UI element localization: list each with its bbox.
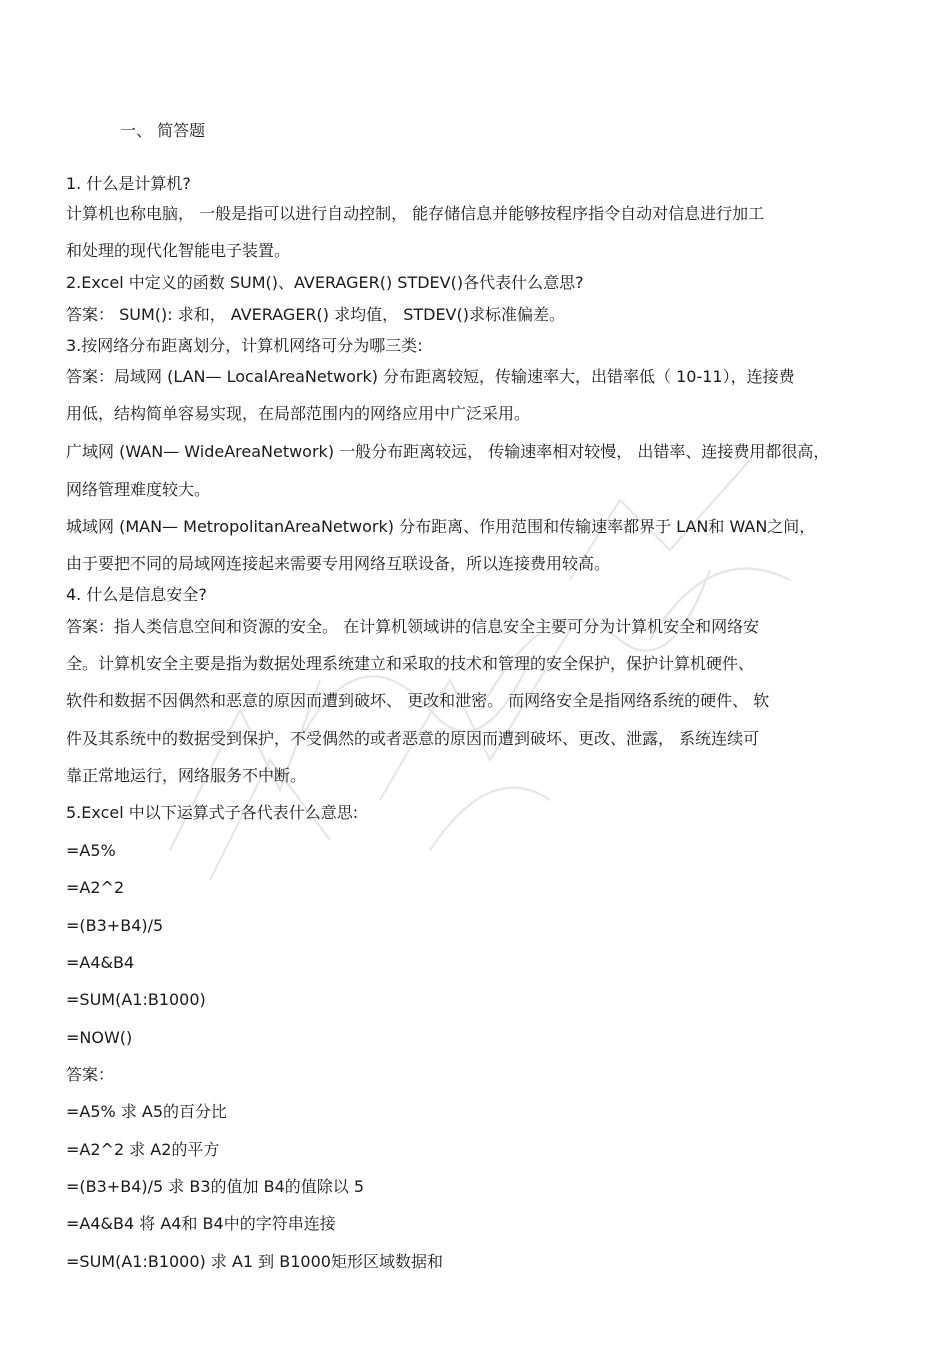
answer-5-line-3: =(B3+B4)/5 求 B3的值加 B4的值除以 5	[66, 1177, 365, 1196]
formula-4: =A4&B4	[66, 953, 135, 972]
answer-5-line-1: =A5% 求 A5的百分比	[66, 1102, 228, 1121]
answer-5-label: 答案：	[66, 1065, 115, 1084]
answer-1-line-1: 计算机也称电脑， 一般是指可以进行自动控制， 能存储信息并能够按程序指令自动对信息进行加工	[66, 204, 765, 223]
formula-2: =A2^2	[66, 878, 125, 897]
answer-5-line-2: =A2^2 求 A2的平方	[66, 1140, 220, 1159]
answer-3-line-1: 答案：局域网 (LAN— LocalAreaNetwork) 分布距离较短，传输速率大，出错率低（ 10-11），连接费	[66, 367, 795, 386]
question-2-title: 2.Excel 中定义的函数 SUM()、AVERAGER() STDEV()各代表什么意思?	[66, 273, 584, 292]
answer-3-line-6: 由于要把不同的局域网连接起来需要专用网络互联设备，所以连接费用较高。	[66, 554, 611, 573]
question-3-title: 3.按网络分布距离划分，计算机网络可分为哪三类:	[66, 336, 423, 355]
formula-5: =SUM(A1:B1000)	[66, 990, 206, 1009]
answer-5-line-4: =A4&B4 将 A4和 B4中的字符串连接	[66, 1214, 336, 1233]
answer-4-line-5: 靠正常地运行，网络服务不中断。	[66, 766, 307, 785]
answer-3-line-2: 用低，结构简单容易实现，在局部范围内的网络应用中广泛采用。	[66, 404, 531, 423]
section-heading: 一、 简答题	[120, 121, 206, 140]
formula-1: =A5%	[66, 841, 116, 860]
answer-5-line-5: =SUM(A1:B1000) 求 A1 到 B1000矩形区域数据和	[66, 1252, 443, 1271]
question-1-title: 1. 什么是计算机?	[66, 174, 191, 193]
answer-4-line-2: 全。计算机安全主要是指为数据处理系统建立和采取的技术和管理的安全保护，保护计算机硬件、	[66, 654, 755, 673]
answer-3-line-5: 城域网 (MAN— MetropolitanAreaNetwork) 分布距离、作用范围和传输速率都界于 LAN和 WAN之间，	[66, 517, 816, 536]
formula-6: =NOW()	[66, 1028, 133, 1047]
answer-3-line-3: 广域网 (WAN— WideAreaNetwork) 一般分布距离较远， 传输速率相对较慢， 出错率、连接费用都很高，	[66, 442, 830, 461]
answer-4-line-1: 答案：指人类信息空间和资源的安全。 在计算机领域讲的信息安全主要可分为计算机安全和网络安	[66, 617, 760, 636]
answer-4-line-3: 软件和数据不因偶然和恶意的原因而遭到破坏、 更改和泄密。 而网络安全是指网络系统的硬件、 软	[66, 691, 770, 710]
answer-4-line-4: 件及其系统中的数据受到保护，不受偶然的或者恶意的原因而遭到破坏、更改、泄露， 系统连续可	[66, 729, 760, 748]
answer-3-line-4: 网络管理难度较大。	[66, 480, 211, 499]
answer-2: 答案： SUM(): 求和， AVERAGER() 求均值， STDEV()求标准偏差。	[66, 305, 565, 324]
answer-1-line-2: 和处理的现代化智能电子装置。	[66, 241, 291, 260]
formula-3: =(B3+B4)/5	[66, 916, 164, 935]
question-5-title: 5.Excel 中以下运算式子各代表什么意思:	[66, 803, 359, 822]
question-4-title: 4. 什么是信息安全?	[66, 585, 207, 604]
